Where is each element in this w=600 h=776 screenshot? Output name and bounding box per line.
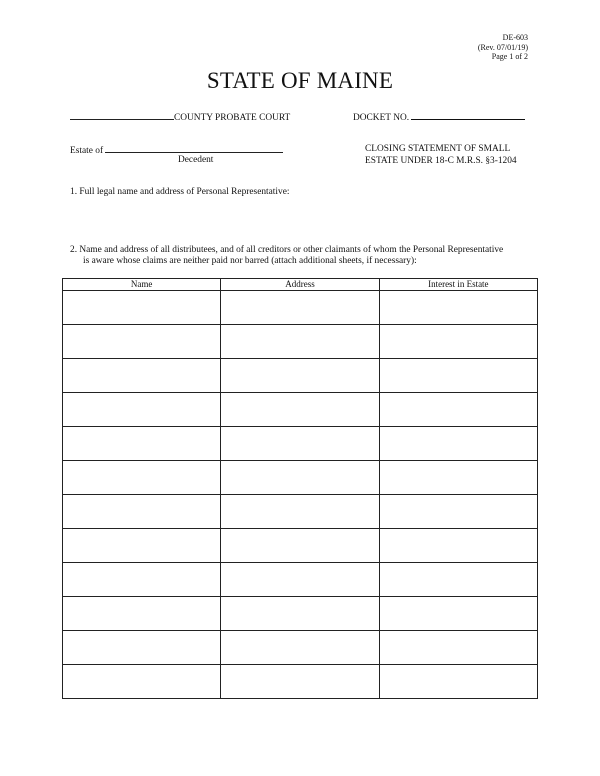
court-line (70, 110, 290, 123)
interest-cell[interactable] (379, 359, 537, 393)
estate-line (70, 143, 283, 156)
name-cell[interactable] (63, 529, 221, 563)
interest-cell[interactable] (379, 665, 537, 699)
table-row (63, 291, 538, 325)
form-identifier (478, 33, 528, 62)
page-indicator: Page 1 of 2 (491, 52, 528, 61)
column-header-name: Name (63, 279, 221, 291)
item-1-personal-representative: 1. Full legal name and address of Personal Representative: (70, 187, 290, 197)
column-header-address: Address (221, 279, 379, 291)
personal-representative-field[interactable] (70, 200, 530, 236)
table-row (63, 529, 538, 563)
address-cell[interactable] (221, 563, 379, 597)
name-cell[interactable] (63, 393, 221, 427)
document-heading-line1: CLOSING STATEMENT OF SMALL (365, 144, 511, 154)
table-row (63, 393, 538, 427)
table-row (63, 325, 538, 359)
name-cell[interactable] (63, 291, 221, 325)
decedent-name-field[interactable] (105, 143, 283, 153)
address-cell[interactable] (221, 427, 379, 461)
name-cell[interactable] (63, 597, 221, 631)
address-cell[interactable] (221, 393, 379, 427)
interest-cell[interactable] (379, 393, 537, 427)
name-cell[interactable] (63, 461, 221, 495)
interest-cell[interactable] (379, 563, 537, 597)
address-cell[interactable] (221, 665, 379, 699)
item-2-line2: is aware whose claims are neither paid nor barred (attach additional sheets, if necessary): (83, 256, 417, 266)
name-cell[interactable] (63, 563, 221, 597)
address-cell[interactable] (221, 325, 379, 359)
table-row (63, 665, 538, 699)
name-cell[interactable] (63, 631, 221, 665)
court-label: COUNTY PROBATE COURT (174, 113, 291, 123)
docket-line (353, 110, 525, 123)
county-input-field[interactable] (70, 110, 174, 120)
table-row (63, 461, 538, 495)
name-cell[interactable] (63, 325, 221, 359)
form-number: DE-603 (502, 33, 528, 42)
page-title: STATE OF MAINE (206, 68, 394, 93)
distributees-table (62, 278, 538, 699)
address-cell[interactable] (221, 461, 379, 495)
address-cell[interactable] (221, 529, 379, 563)
interest-cell[interactable] (379, 631, 537, 665)
docket-label: DOCKET NO. (353, 113, 410, 123)
interest-cell[interactable] (379, 325, 537, 359)
interest-cell[interactable] (379, 495, 537, 529)
form-revision: (Rev. 07/01/19) (477, 42, 528, 52)
name-cell[interactable] (63, 665, 221, 699)
table-row (63, 631, 538, 665)
address-cell[interactable] (221, 631, 379, 665)
table-row (63, 495, 538, 529)
table-header-row (63, 279, 538, 291)
document-heading-line2: ESTATE UNDER 18-C M.R.S. §3-1204 (365, 156, 517, 166)
table-row (63, 597, 538, 631)
estate-label: Estate of (70, 146, 104, 156)
name-cell[interactable] (63, 359, 221, 393)
table-row (63, 427, 538, 461)
interest-cell[interactable] (379, 529, 537, 563)
interest-cell[interactable] (379, 427, 537, 461)
table-row (63, 359, 538, 393)
document-heading (365, 143, 517, 167)
interest-cell[interactable] (379, 597, 537, 631)
item-2-line1: 2. Name and address of all distributees, and of all creditors or other claimants of whom the Personal Representative (70, 245, 504, 255)
table-body (63, 291, 538, 699)
interest-cell[interactable] (379, 461, 537, 495)
address-cell[interactable] (221, 359, 379, 393)
name-cell[interactable] (63, 495, 221, 529)
docket-number-field[interactable] (411, 110, 525, 120)
column-header-interest: Interest in Estate (379, 279, 537, 291)
address-cell[interactable] (221, 291, 379, 325)
address-cell[interactable] (221, 597, 379, 631)
address-cell[interactable] (221, 495, 379, 529)
table-row (63, 563, 538, 597)
item-2-distributees (70, 245, 503, 267)
decedent-sublabel: Decedent (178, 155, 214, 165)
interest-cell[interactable] (379, 291, 537, 325)
name-cell[interactable] (63, 427, 221, 461)
